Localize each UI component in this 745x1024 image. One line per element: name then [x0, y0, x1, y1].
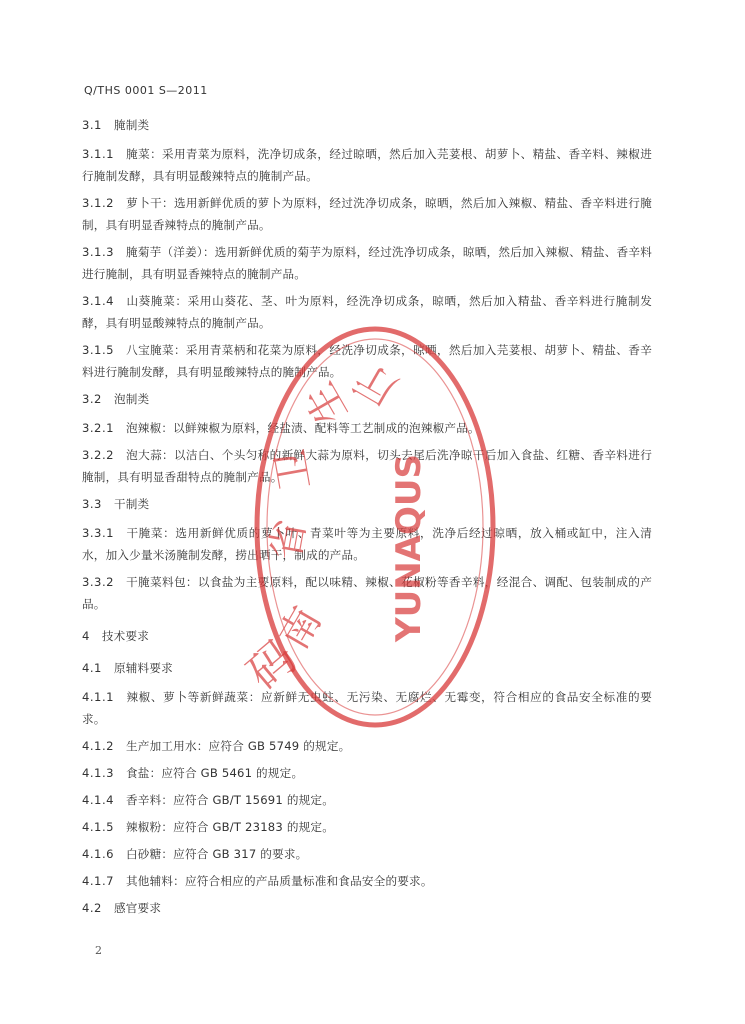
clause-number: 4.1.7	[82, 874, 114, 888]
clause-paragraph	[82, 843, 652, 865]
clause-text: 其他辅料：应符合相应的产品质量标准和食品安全的要求。	[126, 874, 433, 888]
clause-text: 八宝腌菜：采用青菜柄和花菜为原料，经洗净切成条，晾晒，然后加入芫荽根、胡萝卜、精盐、香辛料进行腌制发酵，具有明显酸辣特点的腌制产品。	[82, 343, 652, 379]
clause-text: 腌制类	[113, 118, 150, 132]
clause-paragraph	[82, 686, 652, 730]
document-body	[82, 114, 652, 926]
clause-number: 3.1	[82, 118, 102, 132]
clause-number: 4.1.5	[82, 820, 114, 834]
svg-text:厅: 厅	[347, 353, 405, 414]
clause-number: 3.2.1	[82, 421, 114, 435]
clause-text: 泡辣椒：以鲜辣椒为原料，经盐渍、配料等工艺制成的泡辣椒产品。	[126, 421, 480, 435]
clause-number: 4.1.4	[82, 793, 114, 807]
clause-number: 4	[82, 629, 90, 643]
svg-text:生: 生	[296, 374, 357, 432]
section-heading	[82, 493, 652, 515]
clause-text: 生产加工用水：应符合 GB 5749 的规定。	[126, 739, 351, 753]
svg-text:卫: 卫	[267, 445, 320, 494]
clause-number: 4.2	[82, 901, 102, 915]
clause-text: 原辅料要求	[113, 661, 173, 675]
clause-text: 萝卜干：选用新鲜优质的萝卜为原料，经过洗净切成条，晾晒，然后加入辣椒、精盐、香辛料进行腌制，具有明显香辣特点的腌制产品。	[82, 196, 652, 232]
clause-number: 3.3	[82, 497, 102, 511]
clause-text: 食盐：应符合 GB 5461 的规定。	[126, 766, 304, 780]
clause-paragraph	[82, 735, 652, 757]
section-heading	[82, 625, 652, 647]
clause-text: 技术要求	[101, 629, 150, 643]
section-heading	[82, 114, 652, 136]
clause-paragraph	[82, 241, 652, 285]
clause-text: 干腌菜料包：以食盐为主要原料，配以味精、辣椒、花椒粉等香辛料，经混合、调配、包装制成的产品。	[82, 575, 652, 611]
clause-number: 3.3.2	[82, 575, 114, 589]
clause-paragraph	[82, 571, 652, 615]
clause-number: 3.1.1	[82, 147, 114, 161]
svg-text:省: 省	[262, 516, 315, 564]
clause-text: 泡制类	[113, 392, 150, 406]
clause-text: 干制类	[113, 497, 150, 511]
clause-paragraph	[82, 789, 652, 811]
clause-number: 3.1.4	[82, 294, 114, 308]
clause-paragraph	[82, 290, 652, 334]
clause-paragraph	[82, 192, 652, 236]
clause-paragraph	[82, 339, 652, 383]
clause-number: 4.1.6	[82, 847, 114, 861]
svg-text:YUNAQUS: YUNAQUS	[389, 454, 429, 642]
clause-paragraph	[82, 444, 652, 488]
clause-number: 3.1.2	[82, 196, 114, 210]
clause-number: 3.2.2	[82, 448, 114, 462]
svg-text:码: 码	[236, 629, 307, 701]
clause-text: 腌菊芋（洋姜）：选用新鲜优质的菊芋为原料，经过洗净切成条，晾晒，然后加入辣椒、精盐、香辛料进行腌制，具有明显香辣特点的腌制产品。	[82, 245, 652, 281]
clause-paragraph	[82, 762, 652, 784]
section-heading	[82, 388, 652, 410]
clause-text: 腌菜：采用青菜为原料，洗净切成条，经过晾晒，然后加入芫荽根、胡萝卜、精盐、香辛料、辣椒进行腌制发酵，具有明显酸辣特点的腌制产品。	[82, 147, 652, 183]
clause-paragraph	[82, 417, 652, 439]
clause-paragraph	[82, 816, 652, 838]
clause-number: 3.3.1	[82, 526, 114, 540]
clause-number: 4.1.1	[82, 690, 114, 704]
clause-text: 泡大蒜：以洁白、个头匀称的新鲜大蒜为原料，切头去尾后洗净晾干后加入食盐、红糖、香辛料进行腌制，具有明显香甜特点的腌制产品。	[82, 448, 652, 484]
clause-text: 干腌菜：选用新鲜优质的萝卜叶、青菜叶等为主要原料，洗净后经过晾晒，放入桶或缸中，注入清水，加入少量米汤腌制发酵，捞出晒干，制成的产品。	[82, 526, 652, 562]
clause-text: 香辛料：应符合 GB/T 15691 的规定。	[126, 793, 334, 807]
clause-paragraph	[82, 870, 652, 892]
clause-text: 辣椒、萝卜等新鲜蔬菜：应新鲜无虫蛀、无污染、无腐烂、无霉变，符合相应的食品安全标准的要求。	[82, 690, 652, 726]
clause-number: 3.2	[82, 392, 102, 406]
section-heading	[82, 657, 652, 679]
section-heading	[82, 897, 652, 919]
clause-paragraph	[82, 522, 652, 566]
clause-paragraph	[82, 143, 652, 187]
clause-number: 4.1.3	[82, 766, 114, 780]
clause-text: 白砂糖：应符合 GB 317 的要求。	[126, 847, 308, 861]
clause-text: 感官要求	[113, 901, 162, 915]
clause-text: 辣椒粉：应符合 GB/T 23183 的规定。	[126, 820, 334, 834]
clause-number: 4.1.2	[82, 739, 114, 753]
page-number: 2	[95, 944, 102, 957]
clause-text: 山葵腌菜：采用山葵花、茎、叶为原料，经洗净切成条，晾晒，然后加入精盐、香辛料进行腌制发酵，具有明显酸辣特点的腌制产品。	[82, 294, 652, 330]
clause-number: 4.1	[82, 661, 102, 675]
clause-number: 3.1.3	[82, 245, 114, 259]
clause-number: 3.1.5	[82, 343, 114, 357]
standard-code-header: Q/THS 0001 S—2011	[84, 84, 208, 97]
svg-text:南: 南	[270, 599, 331, 657]
